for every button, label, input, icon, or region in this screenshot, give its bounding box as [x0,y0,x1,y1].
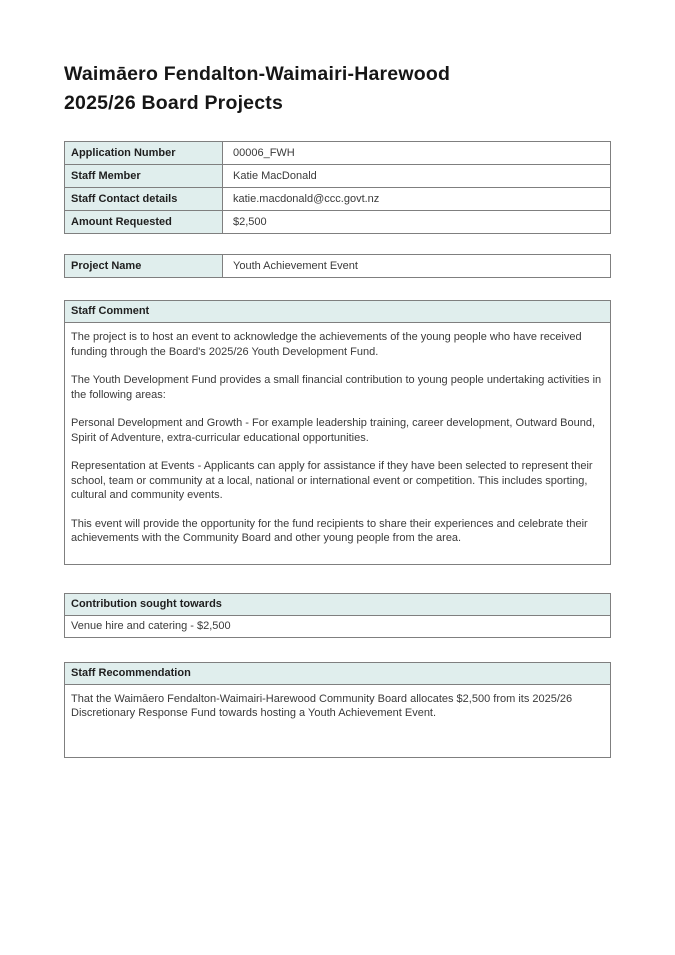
staff-contact-value: katie.macdonald@ccc.govt.nz [223,188,611,211]
staff-contact-label: Staff Contact details [65,188,223,211]
staff-member-label: Staff Member [65,165,223,188]
staff-member-value: Katie MacDonald [223,165,611,188]
staff-comment-paragraph: Personal Development and Growth - For example leadership training, career development, Outward Bound, Spirit of Adventure, extra-curricular educational opportunities. [71,417,595,444]
table-row [65,142,611,165]
table-row [65,211,611,234]
staff-recommendation-body [65,685,610,757]
staff-comment-paragraph: The project is to host an event to acknowledge the achievements of the young people who have received funding through the Board's 2025/26 Youth Development Fund. [71,331,582,358]
table-row [65,188,611,211]
staff-comment-paragraph: Representation at Events - Applicants can apply for assistance if they have been selected to represent their school, team or community at a local, national or international event or competition. This includes sporting, cultural and community events. [71,460,593,501]
project-name-table [64,254,611,278]
page-title-line2: 2025/26 Board Projects [64,91,284,114]
project-name-label: Project Name [65,255,223,278]
contribution-section [64,593,611,638]
staff-comment-section [64,300,611,565]
contribution-value: Venue hire and catering - $2,500 [71,619,231,632]
table-row [65,255,611,278]
staff-recommendation-text: That the Waimāero Fendalton-Waimairi-Harewood Community Board allocates $2,500 from its 2025/26 Discretionary Response Fund towards hosting a Youth Achievement Event. [71,692,573,719]
application-number-value: 00006_FWH [223,142,611,165]
report-page [64,0,611,758]
amount-requested-label: Amount Requested [65,211,223,234]
page-title-line1: Waimāero Fendalton-Waimairi-Harewood [64,63,451,85]
table-row [65,165,611,188]
application-number-label: Application Number [65,142,223,165]
staff-recommendation-header: Staff Recommendation [65,663,610,685]
contribution-header: Contribution sought towards [65,594,610,616]
application-details-table [64,141,611,234]
staff-comment-header: Staff Comment [65,301,610,323]
amount-requested-value: $2,500 [223,211,611,234]
staff-recommendation-section [64,662,611,758]
staff-comment-body [65,323,610,564]
page-title [64,60,611,117]
staff-comment-paragraph: This event will provide the opportunity for the fund recipients to share their experiences and celebrate their achievements with the Community Board and other young people from the area. [71,517,588,544]
project-name-value: Youth Achievement Event [223,255,611,278]
staff-comment-paragraph: The Youth Development Fund provides a small financial contribution to young people undertaking activities in the following areas: [71,374,602,401]
